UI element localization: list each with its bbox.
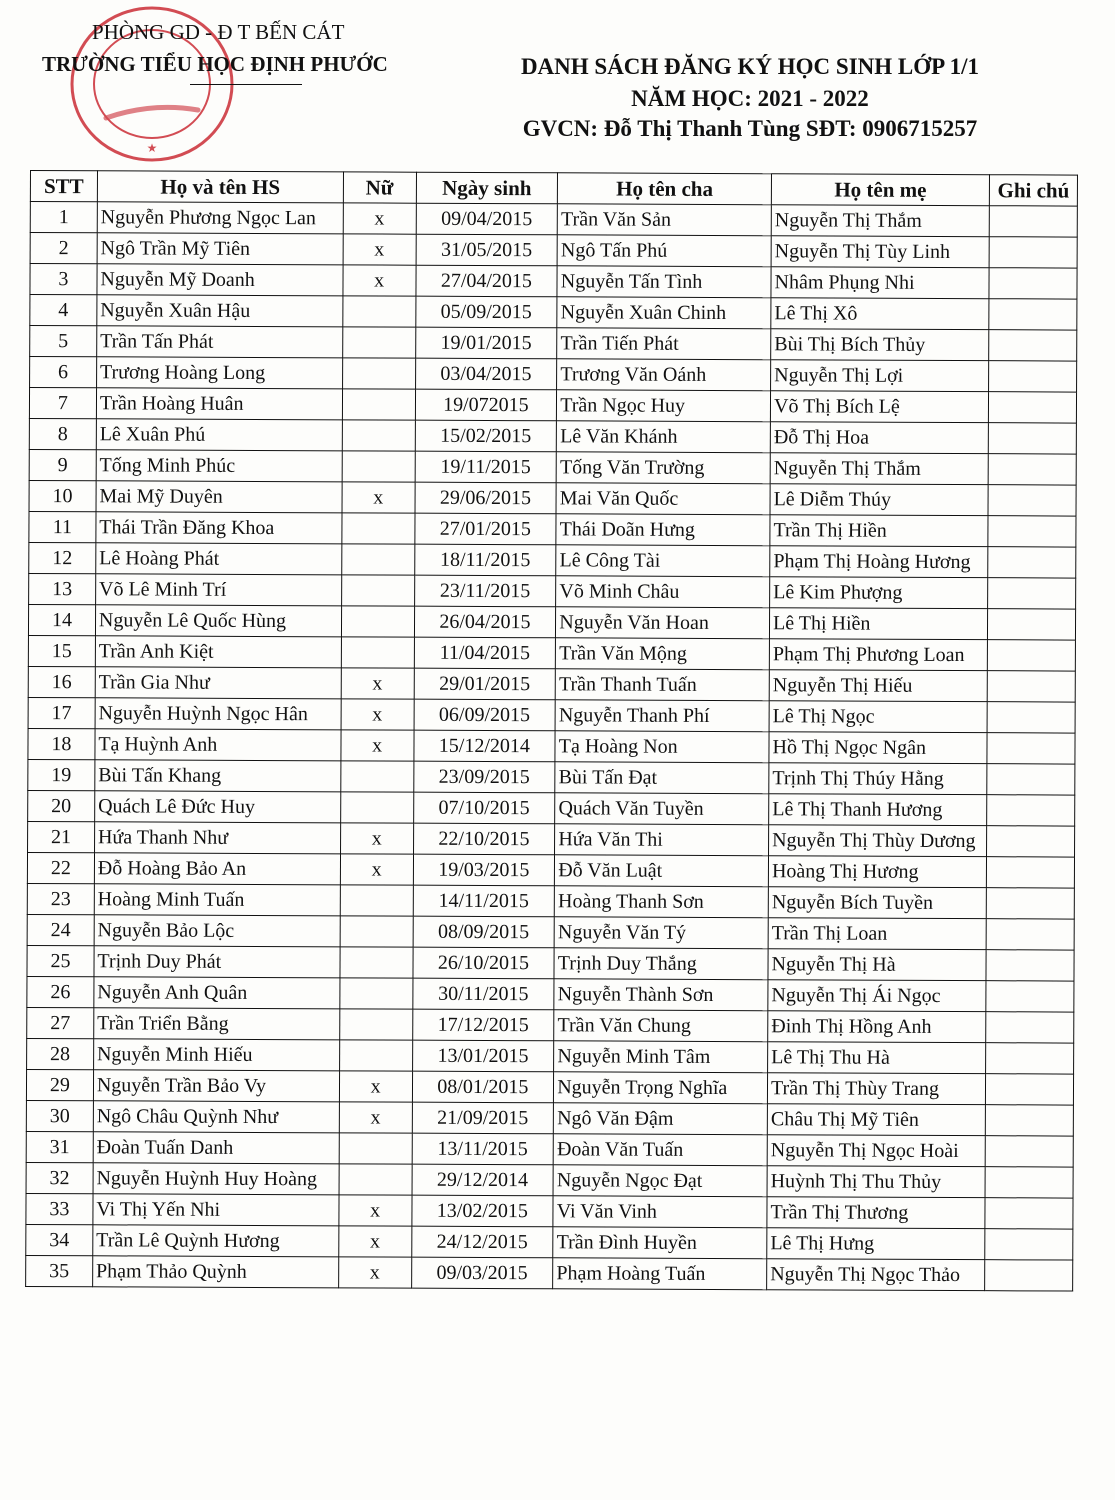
table-cell: Nguyễn Văn Hoan [556, 607, 770, 639]
table-cell: Nguyễn Tấn Tình [557, 266, 771, 298]
table-cell: 18/11/2015 [414, 544, 556, 576]
table-cell: Lê Hoàng Phát [96, 543, 342, 575]
table-cell: 22/10/2015 [413, 823, 555, 855]
table-cell: Trần Ngọc Huy [557, 390, 771, 422]
table-cell: Quách Văn Tuyền [555, 793, 769, 825]
table-row [28, 790, 1075, 826]
school-year: NĂM HỌC: 2021 - 2022 [631, 86, 869, 111]
table-cell [989, 206, 1077, 237]
table-cell: 24/12/2015 [411, 1226, 553, 1258]
table-cell: 08/09/2015 [413, 916, 555, 948]
table-cell: Nguyễn Thị Ngọc Thảo [767, 1259, 985, 1291]
table-cell: 21/09/2015 [412, 1102, 554, 1134]
table-row [30, 295, 1077, 331]
table-cell: Trần Tiến Phát [557, 328, 771, 360]
table-cell: 14/11/2015 [413, 885, 555, 917]
table-cell: Nguyễn Xuân Hậu [97, 295, 343, 327]
table-cell: x [339, 1195, 412, 1226]
table-cell: 27 [27, 1007, 94, 1038]
table-cell: Vi Văn Vinh [553, 1196, 767, 1228]
table-cell [985, 1074, 1073, 1105]
table-cell: 09/04/2015 [416, 203, 558, 235]
table-cell: 4 [30, 295, 97, 326]
table-cell: 34 [26, 1224, 93, 1255]
table-cell [989, 299, 1077, 330]
table-row [30, 202, 1077, 238]
table-cell: Nguyễn Huỳnh Huy Hoàng [93, 1163, 339, 1195]
table-cell [339, 1040, 412, 1071]
table-cell [987, 764, 1075, 795]
table-cell: Huỳnh Thị Thu Thủy [767, 1166, 985, 1198]
table-cell: 06/09/2015 [414, 699, 556, 731]
table-cell: Mai Mỹ Duyên [96, 481, 342, 513]
table-cell: Hoàng Minh Tuấn [94, 884, 340, 916]
divider [190, 84, 302, 85]
table-cell: x [341, 668, 414, 699]
table-row [28, 728, 1075, 764]
table-cell: Đỗ Văn Luật [555, 855, 769, 887]
table-cell: Nguyễn Thanh Phí [555, 700, 769, 732]
student-table [25, 170, 1078, 1292]
table-cell [988, 547, 1076, 578]
table-row [29, 388, 1076, 424]
table-cell: 1 [30, 202, 97, 233]
table-cell: Thái Doãn Hưng [556, 514, 770, 546]
table-row [29, 418, 1076, 454]
table-cell: Nguyễn Thành Sơn [554, 979, 768, 1011]
table-cell: Võ Thị Bích Lệ [770, 391, 988, 423]
table-cell [988, 454, 1076, 485]
table-cell: 15/02/2015 [415, 420, 557, 452]
table-cell: Lê Thị Hưng [767, 1228, 985, 1260]
table-row [27, 914, 1074, 950]
table-cell: Nguyễn Thị Hiếu [769, 670, 987, 702]
table-cell: Trần Tấn Phát [97, 326, 343, 358]
table-cell [341, 637, 414, 668]
table-row [30, 233, 1077, 269]
table-cell: 29 [26, 1069, 93, 1100]
table-cell [340, 947, 413, 978]
table-cell: 6 [30, 357, 97, 388]
table-cell: 19/11/2015 [415, 451, 557, 483]
table-cell: 28 [27, 1038, 94, 1069]
table-cell: x [340, 854, 413, 885]
table-cell: 33 [26, 1193, 93, 1224]
table-cell [985, 1260, 1073, 1291]
table-row [28, 666, 1075, 702]
table-cell [986, 919, 1074, 950]
table-cell [986, 981, 1074, 1012]
table-cell: Nguyễn Trần Bảo Vy [93, 1070, 339, 1102]
table-cell: 29/01/2015 [414, 668, 556, 700]
table-cell: Nguyễn Thị Lợi [771, 360, 989, 392]
table-cell: x [343, 203, 416, 234]
table-cell: Hồ Thị Ngọc Ngân [769, 732, 987, 764]
table-cell: Lê Thị Ngọc [769, 701, 987, 733]
table-cell: 23/09/2015 [413, 761, 555, 793]
table-cell: Tống Văn Trường [556, 452, 770, 484]
table-cell: 2 [30, 233, 97, 264]
table-cell [986, 950, 1074, 981]
table-cell: Nguyễn Thị Hà [768, 949, 986, 981]
table-cell: x [338, 1257, 411, 1288]
table-cell: 29/12/2014 [412, 1164, 554, 1196]
column-header: Ghi chú [989, 175, 1077, 206]
table-cell: Trịnh Duy Phát [94, 946, 340, 978]
table-cell: Trần Hoàng Huân [96, 388, 342, 420]
table-cell: Lê Công Tài [556, 545, 770, 577]
table-cell [989, 237, 1077, 268]
table-cell: 09/03/2015 [411, 1257, 553, 1289]
table-row [27, 1007, 1074, 1043]
table-cell: Trịnh Duy Thắng [554, 948, 768, 980]
table-cell: Nguyễn Mỹ Doanh [97, 264, 343, 296]
table-cell [342, 451, 415, 482]
table-cell: 13 [29, 573, 96, 604]
column-header: Ngày sinh [416, 172, 558, 204]
table-cell: Trương Hoàng Long [96, 357, 342, 389]
table-cell: Bùi Thị Bích Thủy [771, 329, 989, 361]
table-cell: 20 [28, 790, 95, 821]
table-cell: Bùi Tấn Khang [95, 760, 341, 792]
table-cell: Nguyễn Thị Thắm [770, 453, 988, 485]
table-cell: x [339, 1226, 412, 1257]
table-cell: Trần Anh Kiệt [95, 636, 341, 668]
table-cell: Trần Gia Như [95, 667, 341, 699]
table-cell [985, 1198, 1073, 1229]
table-cell: 13/11/2015 [412, 1133, 554, 1165]
table-cell: Hoàng Thanh Sơn [555, 886, 769, 918]
table-row [26, 1193, 1073, 1229]
table-cell: 25 [27, 945, 94, 976]
table-cell: 03/04/2015 [415, 358, 557, 390]
table-cell: Lê Diễm Thúy [770, 484, 988, 516]
table-cell: Hoàng Thị Hương [768, 856, 986, 888]
table-cell [988, 485, 1076, 516]
table-cell: Nguyễn Thị Ái Ngọc [768, 980, 986, 1012]
table-cell: x [341, 730, 414, 761]
table-cell: 07/10/2015 [413, 792, 555, 824]
table-cell: Nguyễn Thị Tùy Linh [771, 236, 989, 268]
table-cell: Nguyễn Ngọc Đạt [553, 1165, 767, 1197]
table-cell: Trương Văn Oánh [557, 359, 771, 391]
table-cell [343, 296, 416, 327]
table-row [28, 635, 1075, 671]
table-cell [341, 606, 414, 637]
table-row [30, 357, 1077, 393]
table-cell: 10 [29, 480, 96, 511]
table-cell: Võ Lê Minh Trí [95, 574, 341, 606]
table-cell: Trần Thị Thùy Trang [767, 1073, 985, 1105]
table-cell [986, 888, 1074, 919]
table-cell: Nguyễn Thị Thùy Dương [769, 825, 987, 857]
table-cell [342, 513, 415, 544]
table-cell: x [339, 1102, 412, 1133]
table-row [28, 821, 1075, 857]
table-cell: Nguyễn Minh Tâm [554, 1041, 768, 1073]
school-name: TRƯỜNG TIỂU HỌC ĐỊNH PHƯỚC [42, 52, 388, 76]
table-cell [987, 733, 1075, 764]
table-cell [985, 1105, 1073, 1136]
table-cell [987, 826, 1075, 857]
table-cell: Lê Kim Phượng [770, 577, 988, 609]
table-cell: 22 [27, 852, 94, 883]
table-cell: 8 [29, 418, 96, 449]
table-cell: 21 [28, 821, 95, 852]
table-cell [986, 1043, 1074, 1074]
table-row [28, 759, 1075, 795]
table-cell: Lê Thị Thanh Hương [769, 794, 987, 826]
table-cell: 24 [27, 914, 94, 945]
table-cell: 17 [28, 697, 95, 728]
table-cell: 11 [29, 511, 96, 542]
table-cell: Ngô Văn Đậm [554, 1103, 768, 1135]
table-cell [987, 795, 1075, 826]
table-cell: 16 [28, 666, 95, 697]
table-cell: 31 [26, 1131, 93, 1162]
table-cell [342, 358, 415, 389]
table-cell [339, 1009, 412, 1040]
table-cell: Phạm Thị Hoàng Hương [770, 546, 988, 578]
table-cell: x [343, 234, 416, 265]
document-title: DANH SÁCH ĐĂNG KÝ HỌC SINH LỚP 1/1 [520, 54, 980, 79]
table-cell [988, 516, 1076, 547]
table-cell: x [339, 1071, 412, 1102]
table-cell [342, 389, 415, 420]
table-cell: Nguyễn Xuân Chinh [557, 297, 771, 329]
table-cell: Trần Thị Hiền [770, 515, 988, 547]
table-cell [989, 330, 1077, 361]
column-header: Nữ [343, 172, 416, 203]
table-cell: Trịnh Thị Thúy Hằng [769, 763, 987, 795]
table-cell: 19 [28, 759, 95, 790]
table-cell: 12 [29, 542, 96, 573]
table-cell: Trần Văn Mộng [556, 638, 770, 670]
table-cell: Lê Thị Thu Hà [768, 1042, 986, 1074]
table-cell: Trần Văn Chung [554, 1010, 768, 1042]
table-cell [342, 327, 415, 358]
table-cell: Vi Thị Yến Nhi [93, 1194, 339, 1226]
table-cell: Võ Minh Châu [556, 576, 770, 608]
table-row [29, 573, 1076, 609]
table-row [26, 1069, 1073, 1105]
table-cell [339, 1133, 412, 1164]
table-row [28, 697, 1075, 733]
table-cell [340, 978, 413, 1009]
table-cell: 05/09/2015 [415, 296, 557, 328]
table-cell: 30/11/2015 [412, 978, 554, 1010]
table-cell [987, 702, 1075, 733]
table-cell [341, 761, 414, 792]
table-cell: 11/04/2015 [414, 637, 556, 669]
department-name: PHÒNG GD - Đ T BẾN CÁT [92, 20, 345, 44]
table-cell: Đinh Thị Hồng Anh [768, 1011, 986, 1043]
table-cell: 30 [26, 1100, 93, 1131]
table-row [29, 511, 1076, 547]
table-cell: Nguyễn Minh Hiếu [93, 1039, 339, 1071]
table-cell [985, 1229, 1073, 1260]
table-row [27, 976, 1074, 1012]
table-cell [987, 671, 1075, 702]
table-cell: 29/06/2015 [415, 482, 557, 514]
table-cell [340, 792, 413, 823]
table-cell: Tạ Hoàng Non [555, 731, 769, 763]
table-cell: Đoàn Văn Tuấn [553, 1134, 767, 1166]
table-cell: Đỗ Hoàng Bảo An [94, 853, 340, 885]
table-cell: 14 [28, 604, 95, 635]
table-cell: 18 [28, 728, 95, 759]
table-cell: 26/10/2015 [413, 947, 555, 979]
table-cell: Ngô Trần Mỹ Tiên [97, 233, 343, 265]
table-cell: Bùi Tấn Đạt [555, 762, 769, 794]
table-row [29, 480, 1076, 516]
table-cell [342, 420, 415, 451]
table-cell: 27/01/2015 [414, 513, 556, 545]
table-cell: Trần Thị Thương [767, 1197, 985, 1229]
table-cell: Trần Triển Bằng [94, 1008, 340, 1040]
table-cell: Nguyễn Thị Ngọc Hoài [767, 1135, 985, 1167]
table-cell: 32 [26, 1162, 93, 1193]
table-cell: Phạm Hoàng Tuấn [553, 1258, 767, 1290]
table-cell [989, 268, 1077, 299]
table-cell [988, 578, 1076, 609]
table-cell: Tống Minh Phúc [96, 450, 342, 482]
table-cell: 31/05/2015 [416, 234, 558, 266]
table-cell [986, 857, 1074, 888]
column-header: Họ và tên HS [97, 171, 343, 203]
table-cell: Châu Thị Mỹ Tiên [767, 1104, 985, 1136]
column-header: Họ tên mẹ [771, 174, 989, 206]
table-cell [341, 575, 414, 606]
table-row [26, 1100, 1073, 1136]
table-cell [987, 609, 1075, 640]
table-cell: 19/03/2015 [413, 854, 555, 886]
table-cell: Trần Văn Sản [557, 204, 771, 236]
column-header: STT [30, 171, 97, 202]
table-cell: 9 [29, 449, 96, 480]
table-cell: x [342, 482, 415, 513]
table-cell: Hứa Văn Thi [555, 824, 769, 856]
table-cell: 23/11/2015 [414, 575, 556, 607]
table-cell: x [341, 699, 414, 730]
table-row [27, 852, 1074, 888]
table-cell: Mai Văn Quốc [556, 483, 770, 515]
svg-text:★: ★ [146, 141, 158, 155]
table-cell: Nguyễn Bích Tuyền [768, 887, 986, 919]
table-row [29, 449, 1076, 485]
table-cell: Đoàn Tuấn Danh [93, 1132, 339, 1164]
table-cell [989, 361, 1077, 392]
table-cell: Lê Thị Xô [771, 298, 989, 330]
table-cell: Trần Đình Huyền [553, 1227, 767, 1259]
table-cell: Nguyễn Văn Tý [554, 917, 768, 949]
table-cell: 19/01/2015 [415, 327, 557, 359]
table-cell [340, 916, 413, 947]
table-cell: Tạ Huỳnh Anh [95, 729, 341, 761]
table-cell: Nguyễn Lê Quốc Hùng [95, 605, 341, 637]
table-cell: 17/12/2015 [412, 1009, 554, 1041]
table-cell: Nguyễn Anh Quân [94, 977, 340, 1009]
table-cell [340, 885, 413, 916]
table-row [26, 1224, 1073, 1260]
table-cell: Nguyễn Bảo Lộc [94, 915, 340, 947]
table-cell: Phạm Thảo Quỳnh [93, 1256, 339, 1288]
table-cell: 26 [27, 976, 94, 1007]
table-row [30, 264, 1077, 300]
table-row [26, 1162, 1073, 1198]
table-cell: 35 [26, 1255, 93, 1286]
table-cell: Quách Lê Đức Huy [95, 791, 341, 823]
table-row [27, 945, 1074, 981]
table-cell: Đỗ Thị Hoa [770, 422, 988, 454]
table-cell: Ngô Châu Quỳnh Như [93, 1101, 339, 1133]
table-cell [339, 1164, 412, 1195]
table-cell: x [340, 823, 413, 854]
table-cell: 23 [27, 883, 94, 914]
teacher-info: GVCN: Đỗ Thị Thanh Tùng SĐT: 0906715257 [522, 116, 978, 141]
table-cell: Lê Văn Khánh [557, 421, 771, 453]
table-cell [985, 1167, 1073, 1198]
table-cell [988, 423, 1076, 454]
table-cell: Nhâm Phụng Nhi [771, 267, 989, 299]
table-cell: Phạm Thị Phương Loan [769, 639, 987, 671]
table-cell: Nguyễn Huỳnh Ngọc Hân [95, 698, 341, 730]
table-cell: x [343, 265, 416, 296]
table-cell [987, 640, 1075, 671]
table-row [26, 1131, 1073, 1167]
table-cell: Trần Lê Quỳnh Hương [93, 1225, 339, 1257]
table-row [28, 604, 1075, 640]
table-cell: 27/04/2015 [415, 265, 557, 297]
table-cell: 13/01/2015 [412, 1040, 554, 1072]
table-cell: Trần Thị Loan [768, 918, 986, 950]
table-row [29, 542, 1076, 578]
table-cell: 19/072015 [415, 389, 557, 421]
table-cell: 3 [30, 264, 97, 295]
table-row [27, 883, 1074, 919]
table-cell: Thái Trần Đăng Khoa [96, 512, 342, 544]
table-cell: 5 [30, 326, 97, 357]
column-header: Họ tên cha [558, 173, 772, 205]
table-cell: 15/12/2014 [413, 730, 555, 762]
table-row [27, 1038, 1074, 1074]
table-cell: Nguyễn Phương Ngọc Lan [97, 202, 343, 234]
table-cell [986, 1012, 1074, 1043]
table-row [30, 326, 1077, 362]
table-cell: 26/04/2015 [414, 606, 556, 638]
table-cell [342, 544, 415, 575]
table-cell [988, 392, 1076, 423]
table-cell: 15 [28, 635, 95, 666]
table-cell: Nguyễn Trọng Nghĩa [554, 1072, 768, 1104]
table-header [30, 171, 1077, 207]
table-cell: Trần Thanh Tuấn [555, 669, 769, 701]
table-cell: Lê Xuân Phú [96, 419, 342, 451]
table-row [26, 1255, 1073, 1291]
table-cell: 7 [29, 388, 96, 419]
table-cell: Nguyễn Thị Thắm [771, 205, 989, 237]
table-cell [985, 1136, 1073, 1167]
table-cell: 13/02/2015 [411, 1195, 553, 1227]
table-cell: Hứa Thanh Như [94, 822, 340, 854]
table-cell: Lê Thị Hiền [770, 608, 988, 640]
table-cell: 08/01/2015 [412, 1071, 554, 1103]
table-cell: Ngô Tấn Phú [557, 235, 771, 267]
